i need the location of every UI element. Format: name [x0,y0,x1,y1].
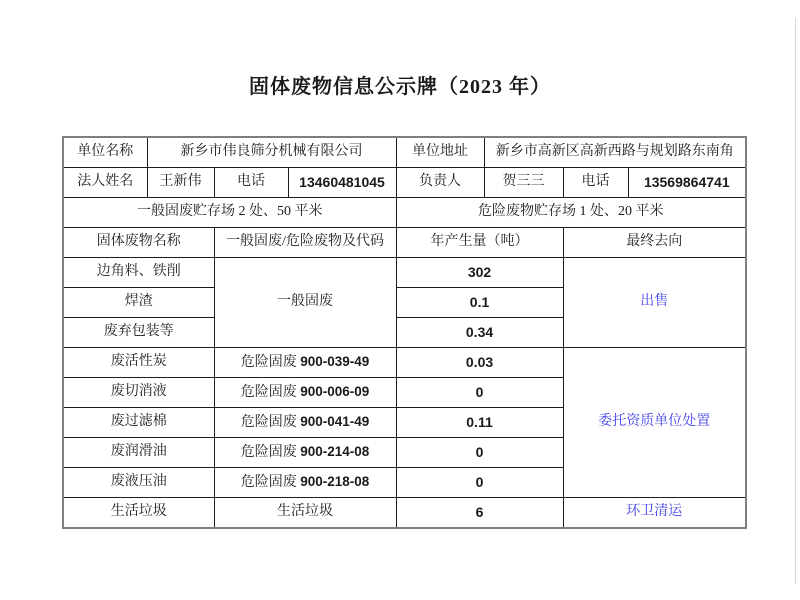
waste-code [214,378,396,408]
waste-amount: 302 [396,258,563,288]
unit-address-label: 单位地址 [396,137,484,168]
manager-label: 负责人 [396,168,484,198]
waste-name: 废润滑油 [63,438,214,468]
phone1-label: 电话 [214,168,288,198]
unit-name-value: 新乡市伟良筛分机械有限公司 [147,137,396,168]
table-row-contacts [63,168,746,198]
waste-name: 废过滤棉 [63,408,214,438]
waste-code-num: 900-218-08 [300,473,370,489]
solid-waste-info-table [62,136,747,529]
header-waste-name: 固体废物名称 [63,228,214,258]
waste-code-num: 900-041-49 [300,413,370,429]
page-edge-line [795,18,796,584]
waste-name: 焊渣 [63,288,214,318]
table-row [63,258,746,288]
unit-name-label: 单位名称 [63,137,147,168]
waste-amount: 0.34 [396,318,563,348]
phone2-label: 电话 [563,168,628,198]
waste-code [214,438,396,468]
phone1-value: 13460481045 [288,168,396,198]
waste-code-num: 900-214-08 [300,443,370,459]
waste-name: 生活垃圾 [63,498,214,529]
manager-value: 贺三三 [484,168,563,198]
table-row-storage [63,198,746,228]
table-row-unit [63,137,746,168]
waste-amount: 0.1 [396,288,563,318]
waste-destination: 委托资质单位处置 [563,348,746,498]
waste-code [214,468,396,498]
table-row [63,498,746,529]
waste-code: 一般固废 [214,258,396,348]
general-storage-info: 一般固废贮存场 2 处、50 平米 [63,198,396,228]
waste-code-cn: 危险固废 [240,414,297,430]
hazard-storage-info: 危险废物贮存场 1 处、20 平米 [396,198,746,228]
header-destination: 最终去向 [563,228,746,258]
page-title: 固体废物信息公示牌（2023 年） [249,76,551,98]
legal-person-label: 法人姓名 [63,168,147,198]
legal-person-value: 王新伟 [147,168,214,198]
waste-code-cn: 危险固废 [240,474,297,490]
waste-code [214,348,396,378]
header-annual-amount: 年产生量（吨） [396,228,563,258]
header-waste-code: 一般固废/危险废物及代码 [214,228,396,258]
waste-code: 生活垃圾 [214,498,396,529]
waste-name: 边角料、铁削 [63,258,214,288]
waste-code-num: 900-006-09 [300,383,370,399]
table-row [63,348,746,378]
unit-address-value: 新乡市高新区高新西路与规划路东南角 [484,137,746,168]
waste-name: 废弃包装等 [63,318,214,348]
waste-destination: 出售 [563,258,746,348]
waste-amount: 0 [396,378,563,408]
waste-code-cn: 危险固废 [240,444,297,460]
table-row-headers [63,228,746,258]
waste-name: 废切消液 [63,378,214,408]
waste-amount: 0.03 [396,348,563,378]
phone2-value: 13569864741 [628,168,746,198]
waste-destination: 环卫清运 [563,498,746,529]
waste-code-cn: 危险固废 [240,354,297,370]
waste-code-cn: 危险固废 [240,384,297,400]
waste-amount: 0 [396,468,563,498]
waste-amount: 6 [396,498,563,529]
waste-name: 废液压油 [63,468,214,498]
waste-amount: 0 [396,438,563,468]
waste-name: 废活性炭 [63,348,214,378]
waste-code-num: 900-039-49 [300,353,370,369]
waste-code [214,408,396,438]
waste-amount: 0.11 [396,408,563,438]
